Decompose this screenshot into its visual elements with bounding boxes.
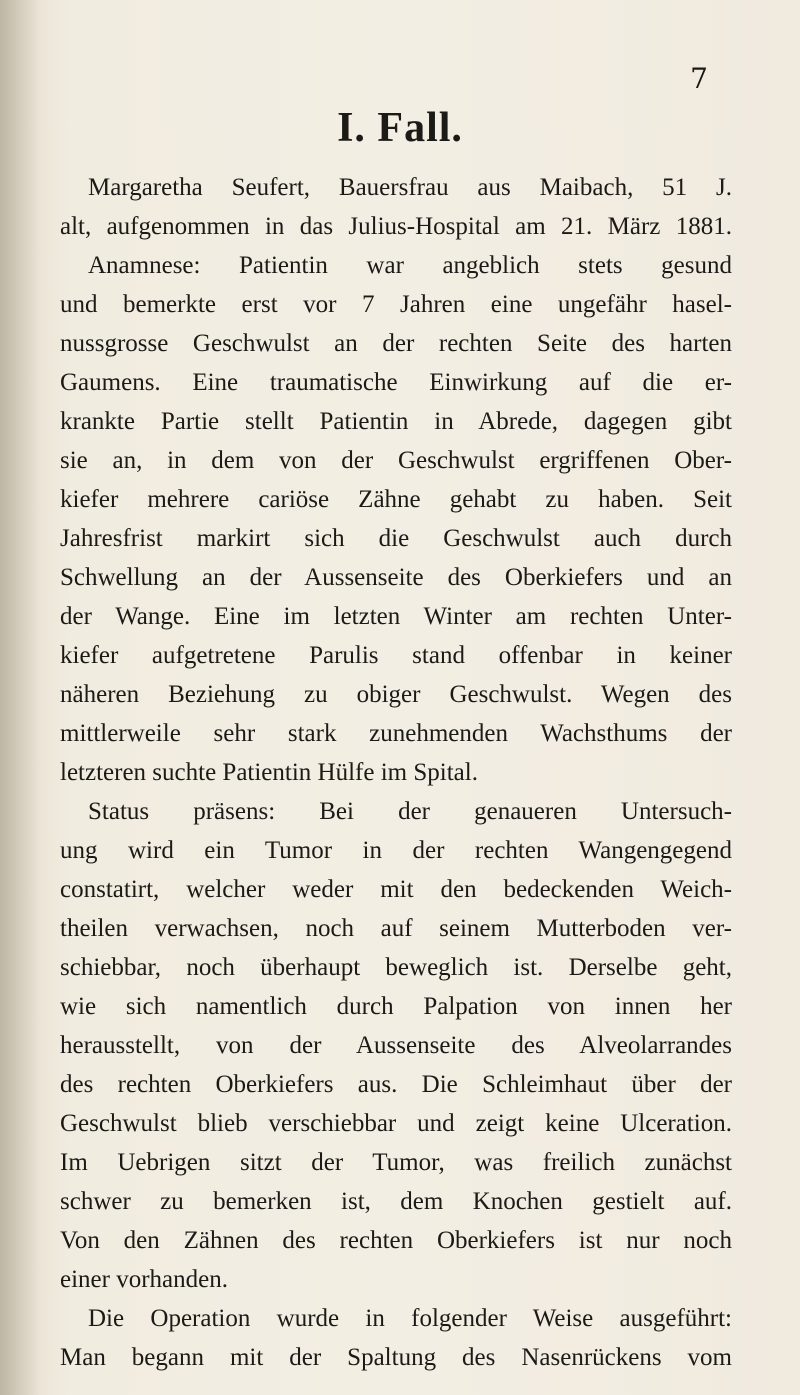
text-line: Status präsens: Bei der genaueren Untersuch- (88, 798, 732, 825)
text-line: kiefer aufgetretene Parulis stand offenbar in keiner (60, 642, 732, 669)
text-line: ung wird ein Tumor in der rechten Wangengegend (60, 837, 732, 864)
text-line: herausstellt, von der Aussenseite des Alveolarrandes (60, 1032, 732, 1059)
text-line: Von den Zähnen des rechten Oberkiefers ist nur noch (60, 1227, 732, 1254)
text-line: krankte Partie stellt Patientin in Abrede, dagegen gibt (60, 408, 732, 435)
text-line: und bemerkte erst vor 7 Jahren eine ungefähr hasel- (60, 291, 732, 318)
text-line: Man begann mit der Spaltung des Nasenrückens vom (60, 1344, 732, 1371)
text-line: näheren Beziehung zu obiger Geschwulst. Wegen des (60, 681, 732, 708)
text-line: Im Uebrigen sitzt der Tumor, was freilich zunächst (60, 1149, 732, 1176)
text-line: schiebbar, noch überhaupt beweglich ist. Derselbe geht, (60, 954, 732, 981)
text-line: Anamnese: Patientin war angeblich stets gesund (88, 252, 732, 279)
text-line: wie sich namentlich durch Palpation von innen her (60, 993, 732, 1020)
text-line: schwer zu bemerken ist, dem Knochen gestielt auf. (60, 1188, 732, 1215)
text-line: alt, aufgenommen in das Julius-Hospital am 21. März 1881. (60, 213, 732, 240)
text-line: nussgrosse Geschwulst an der rechten Seite des harten (60, 330, 732, 357)
text-line: sie an, in dem von der Geschwulst ergriffenen Ober- (60, 447, 732, 474)
text-line: Margaretha Seufert, Bauersfrau aus Maibach, 51 J. (88, 174, 732, 201)
text-line: der Wange. Eine im letzten Winter am rechten Unter- (60, 603, 732, 630)
page-number: 7 (690, 62, 708, 95)
text-line: einer vorhanden. (60, 1266, 228, 1293)
body-text (60, 168, 732, 1377)
text-line: des rechten Oberkiefers aus. Die Schleimhaut über der (60, 1071, 732, 1098)
text-line: Jahresfrist markirt sich die Geschwulst auch durch (60, 525, 732, 552)
text-line: Gaumens. Eine traumatische Einwirkung auf die er- (60, 369, 732, 396)
text-line: Die Operation wurde in folgender Weise ausgeführt: (88, 1305, 732, 1332)
case-heading: I. Fall. (337, 105, 463, 151)
text-line: mittlerweile sehr stark zunehmenden Wachsthums der (60, 720, 732, 747)
text-line: constatirt, welcher weder mit den bedeckenden Weich- (60, 876, 732, 903)
text-line: letzteren suchte Patientin Hülfe im Spital. (60, 759, 478, 786)
text-line: theilen verwachsen, noch auf seinem Mutterboden ver- (60, 915, 732, 942)
text-line: Schwellung an der Aussenseite des Oberkiefers und an (60, 564, 732, 591)
text-line: kiefer mehrere cariöse Zähne gehabt zu haben. Seit (60, 486, 732, 513)
text-line: Geschwulst blieb verschiebbar und zeigt keine Ulceration. (60, 1110, 732, 1137)
binding-shadow (0, 0, 40, 1395)
